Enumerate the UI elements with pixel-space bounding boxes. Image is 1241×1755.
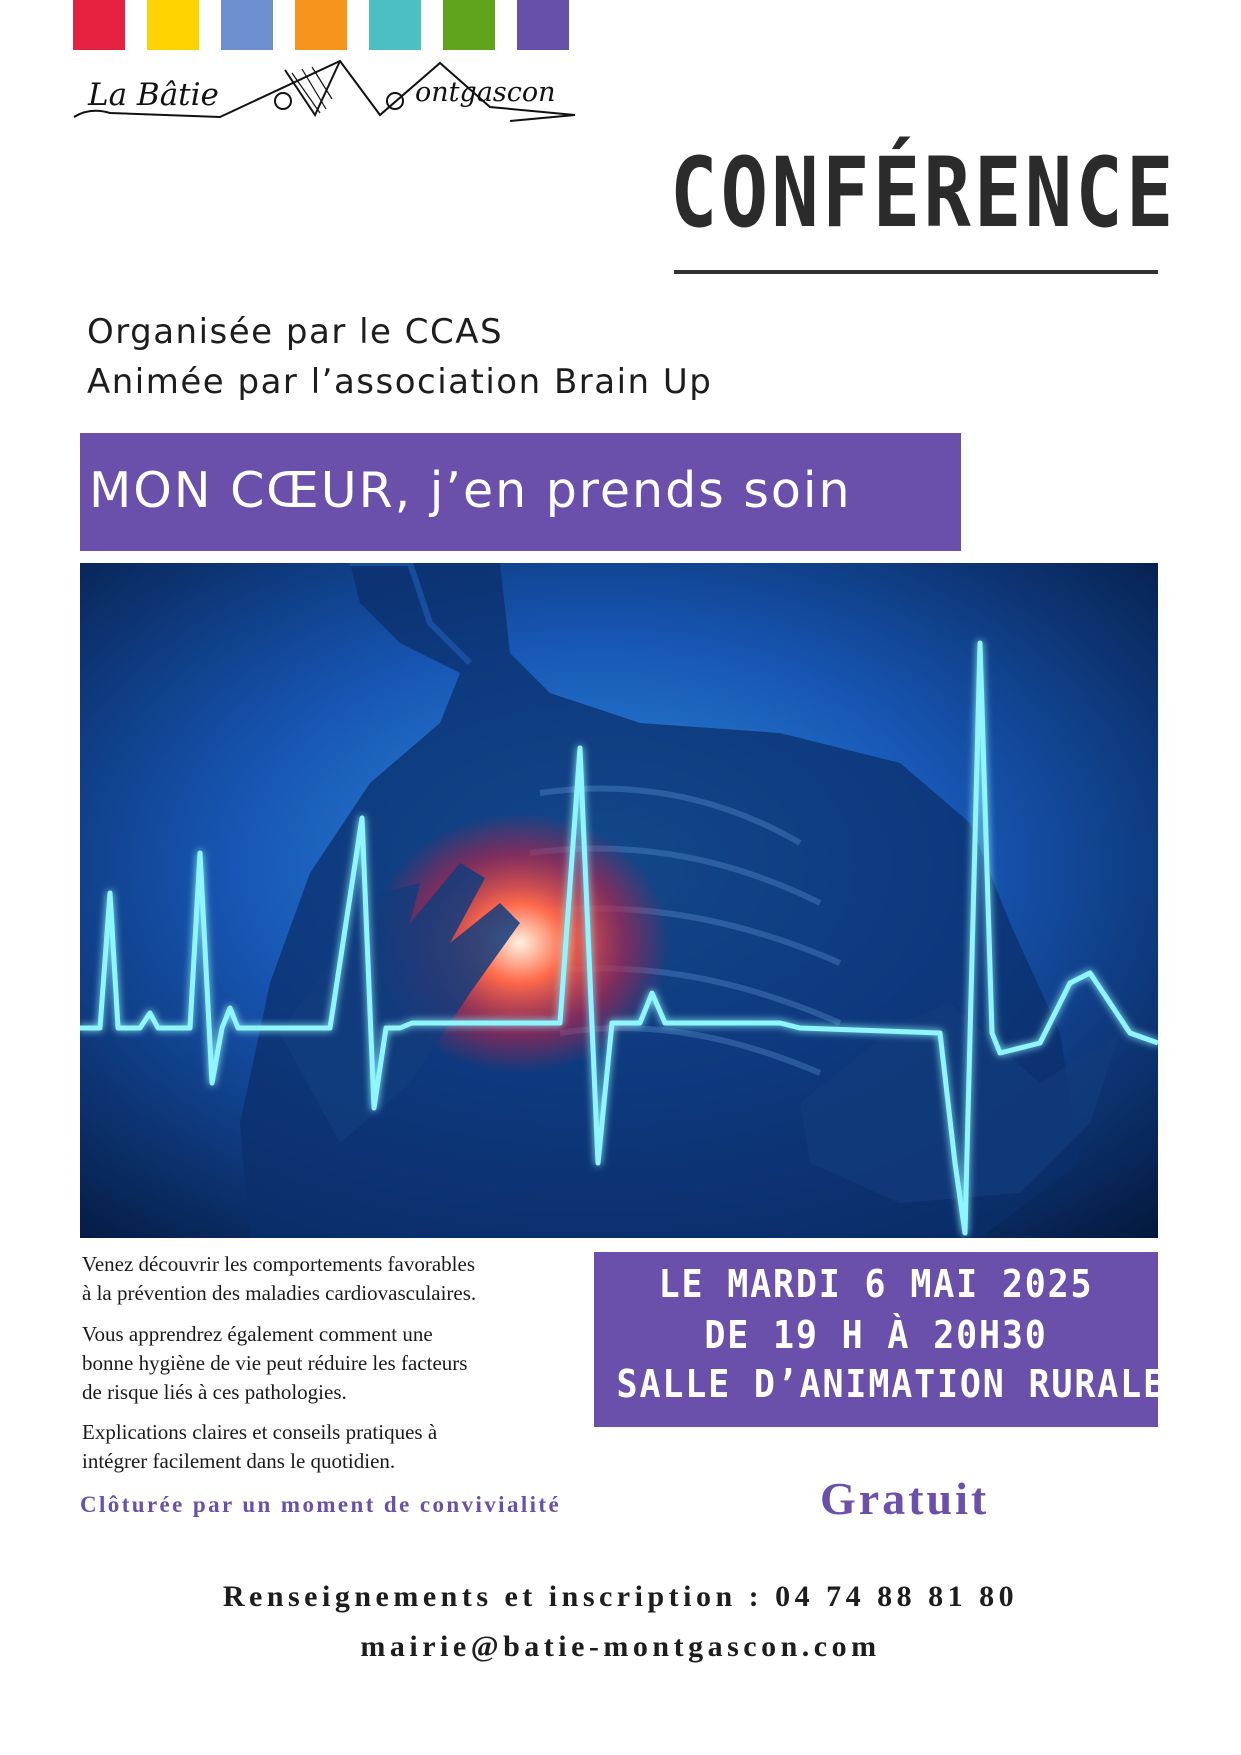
swatch-yellow bbox=[147, 0, 199, 50]
description-line: à la prévention des maladies cardiovasculaires. bbox=[82, 1281, 477, 1305]
swatch-teal bbox=[369, 0, 421, 50]
description-line: intégrer facilement dans le quotidien. bbox=[82, 1449, 396, 1473]
description-line: Explications claires et conseils pratiques à bbox=[82, 1420, 438, 1444]
page-title: CONFÉRENCE bbox=[670, 137, 1177, 249]
description-paragraph-2 bbox=[82, 1320, 582, 1407]
swatch-red bbox=[73, 0, 125, 50]
description-paragraph-1 bbox=[82, 1250, 582, 1308]
color-swatches bbox=[73, 0, 569, 50]
subject-banner-text: MON CŒUR, j’en prends soin bbox=[89, 462, 852, 519]
event-venue: SALLE D’ANIMATION RURALE bbox=[616, 1362, 1166, 1406]
animator-line: Animée par l’association Brain Up bbox=[87, 362, 713, 402]
organizer-line: Organisée par le CCAS bbox=[87, 312, 504, 352]
closing-note: Clôturée par un moment de convivialité bbox=[80, 1492, 562, 1517]
description-line: Vous apprendrez également comment une bbox=[82, 1322, 433, 1346]
swatch-green bbox=[443, 0, 495, 50]
town-logo bbox=[70, 55, 580, 140]
logo-text-right: ontgascon bbox=[415, 77, 556, 108]
description-line: de risque liés à ces pathologies. bbox=[82, 1380, 347, 1404]
swatch-purple bbox=[517, 0, 569, 50]
swatch-orange bbox=[295, 0, 347, 50]
heartbeat-icon bbox=[80, 563, 1158, 1238]
description-line: Venez découvrir les comportements favorables bbox=[82, 1252, 476, 1276]
title-underline bbox=[674, 270, 1158, 274]
contact-email: mairie@batie-montgascon.com bbox=[360, 1630, 881, 1663]
heart-illustration bbox=[80, 563, 1158, 1238]
event-time: DE 19 H À 20H30 bbox=[704, 1313, 1048, 1357]
description-paragraph-3 bbox=[82, 1418, 582, 1476]
contact-phone: Renseignements et inscription : 04 74 88 81 80 bbox=[222, 1580, 1019, 1613]
logo-text-left: La Bâtie bbox=[88, 77, 219, 113]
price-label: Gratuit bbox=[820, 1473, 990, 1524]
event-date: LE MARDI 6 MAI 2025 bbox=[658, 1262, 1094, 1306]
description-line: bonne hygiène de vie peut réduire les facteurs bbox=[82, 1351, 468, 1375]
swatch-blue bbox=[221, 0, 273, 50]
